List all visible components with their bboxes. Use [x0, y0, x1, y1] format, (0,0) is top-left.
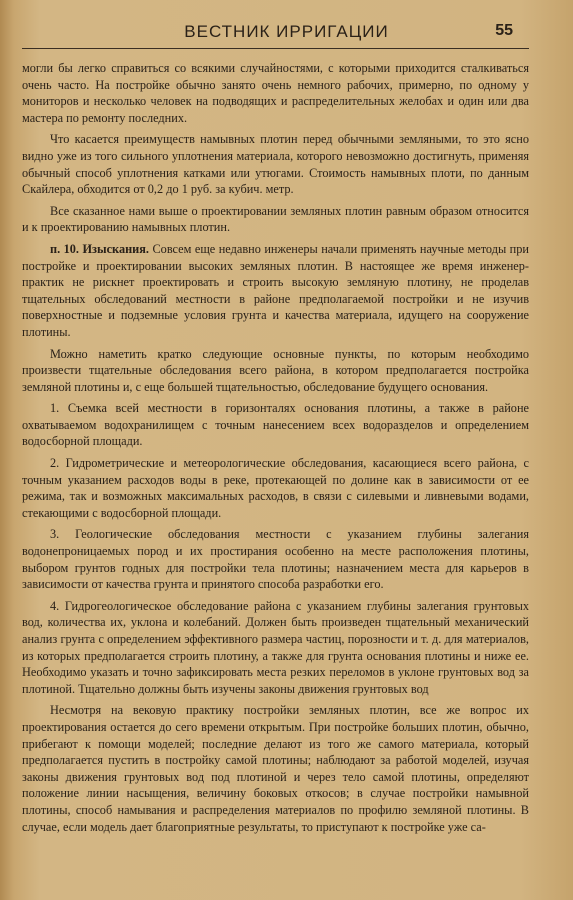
list-item: 4. Гидрогеологическое обследование района с указанием глубины залегания грунтовых вод, количества их, уклона и колебаний. Должен быть произведен тщательный механический анализ грунта с определением эффективного размера частиц, порозности и т. д. для материалов, из которых предполагается строить плотину, а также для грунта основания плотины и ниже ее. Необходимо указать и точно зафиксировать места резких переломов в уклоне грунтовых вод за плотиной. Тщательно должны быть изучены законы движения грунтовых вод: [22, 598, 529, 696]
journal-title: ВЕСТНИК ИРРИГАЦИИ: [184, 22, 389, 41]
paragraph-text: Совсем еще недавно инженеры начали применять научные методы при постройке и проектировании высоких земляных плотин. В настоящее же время инженер-практик не рискнет проектировать и строить высокую земляную плотину, не проделав тщательных обследований местности в районе предполагаемой постройки и не изучив поверхностные и подземные условия грунта и качества материала, идущего на сооружение плотины.: [22, 241, 529, 339]
page-number: 55: [495, 22, 513, 39]
list-item: 2. Гидрометрические и метеорологические обследования, касающиеся всего района, с точным указанием расходов воды в реке, протекающей по долине как в зависимости от ее режима, так и возможных максимальных расходов, в связи с силевыми и ливневыми водами, стекающими с водосборной площади.: [22, 456, 529, 520]
list-item: 1. Съемка всей местности в горизонталях основания плотины, а также в районе охватываемом водохранилищем с точным нанесением всех водоразделов и определением водосборной площади.: [22, 401, 529, 449]
paragraph: Можно наметить кратко следующие основные пункты, по которым необходимо произвести тщательные обследования всего района, в котором предполагается постройка земляной плотины и, с еще большей тщательностью, обследование будущего основания.: [22, 346, 529, 394]
list-item: 3. Геологические обследования местности с указанием глубины залегания водонепроницаемых пород и их простирания особенно на месте расположения плотины, выбором грунтов годных для постройки тела плотины; назначением места для карьеров в зависимости от качества грунта и принятого способа разработки его.: [22, 527, 529, 592]
paragraph: Что касается преимуществ намывных плотин перед обычными земляными, то это ясно видно уже из того сильного уплотнения материала, которого невозможно достигнуть, применяя обычный способ уплотнения катками или утюгами. Стоимость намывных плоти, по данным Скайлера, обходится от 0,2 до 1 руб. за кубич. метр.: [22, 132, 529, 197]
running-header: [0, 22, 573, 46]
paragraph: Несмотря на вековую практику постройки земляных плотин, все же вопрос их проектирования остается до сего времени открытым. При постройке больших плотин, обычно, прибегают к помощи моделей; последние делают из того же самого материала, который предполагается пустить в постройку самой плотины; наблюдают за работой моделей, изучая законы движения грунтовых вод под плотиной и через тело самой плотины, определяют положение линии насыщения, величину боковых откосов; в случае постройки намывной плотины, способ намывания и распределения материалов по профилю земляной плотины. В случае, если модель дает благоприятные результаты, то приступают к постройке уже са-: [22, 703, 529, 834]
paragraph-section-10: [22, 241, 529, 341]
section-heading: п. 10. Изыскания.: [50, 241, 149, 256]
header-rule: [22, 48, 529, 49]
paragraph: могли бы легко справиться со всякими случайностями, с которыми приходится сталкиваться очень часто. На постройке обычно занято очень немного рабочих, примерно, по одному у мониторов и несколько человек на подводящих и распределительных желобах и один или два мастера по ремонту последних.: [22, 61, 529, 125]
article-body: [22, 60, 529, 840]
paragraph: Все сказанное нами выше о проектировании земляных плотин равным образом относится и к проектированию намывных плотин.: [22, 203, 529, 235]
